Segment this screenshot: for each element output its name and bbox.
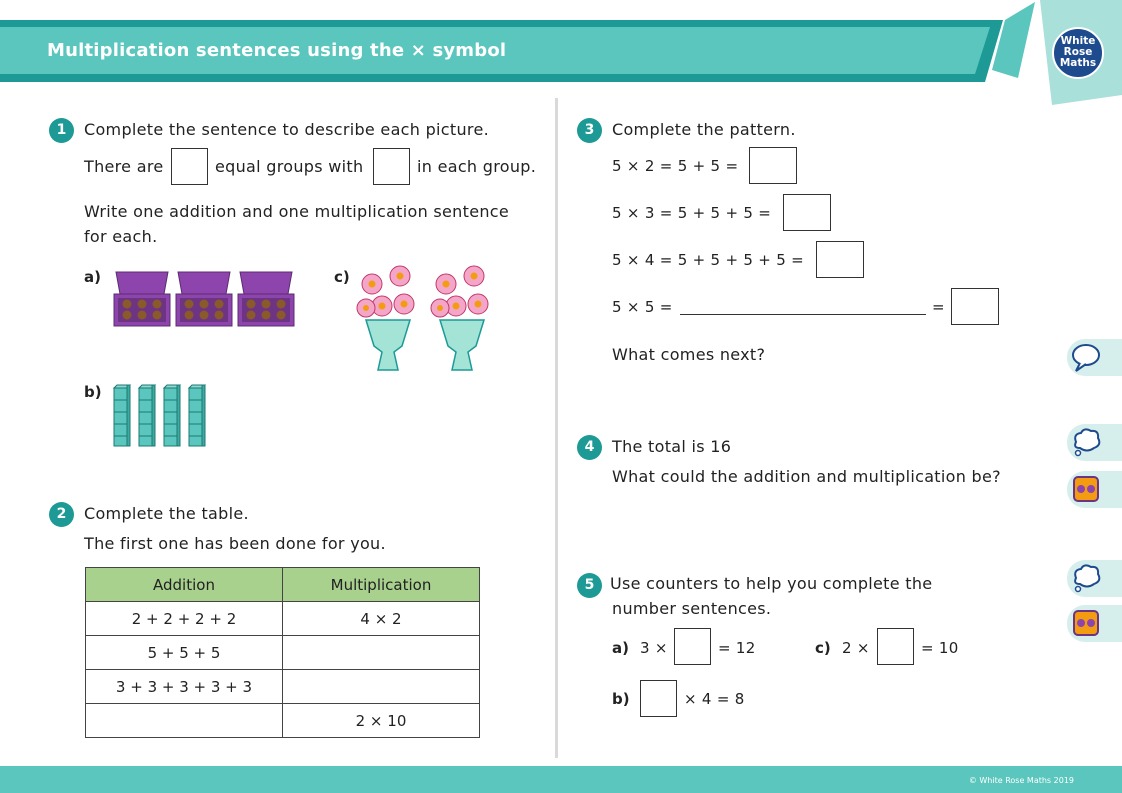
cube-towers-picture: [112, 384, 212, 448]
q5-a-prefix: 3 ×: [640, 639, 668, 657]
q1-write-line: Write one addition and one multiplication sentence: [84, 202, 510, 221]
table-header-addition: Addition: [86, 568, 283, 602]
q3-equals: =: [932, 298, 945, 316]
q5-part-c-label: c): [815, 639, 831, 657]
q3-pattern-line: 5 × 2 = 5 + 5 =: [612, 157, 739, 175]
q1-each-answer-box[interactable]: [373, 148, 410, 185]
table-header-multiplication: Multiplication: [283, 568, 480, 602]
q2-instruction: Complete the table.: [84, 504, 249, 523]
q5-part-b-label: b): [612, 690, 630, 708]
q5-b-answer-box[interactable]: [640, 680, 677, 717]
thought-bubble-icon: [1070, 426, 1104, 460]
dice-manipulative-icon: [1070, 473, 1104, 507]
q3-answer-box[interactable]: [749, 147, 797, 184]
table-cell: 5 + 5 + 5: [86, 636, 283, 670]
q1-part-b-label: b): [84, 383, 102, 401]
question-number-1: 1: [49, 118, 74, 143]
table-cell: 3 + 3 + 3 + 3 + 3: [86, 670, 283, 704]
table-header-row: [86, 568, 480, 602]
q5-c-answer-box[interactable]: [877, 628, 914, 665]
q5-a-answer-box[interactable]: [674, 628, 711, 665]
q5-line-2: number sentences.: [612, 599, 772, 618]
thought-bubble-icon: [1070, 562, 1104, 596]
question-number-3: 3: [577, 118, 602, 143]
copyright-text: © White Rose Maths 2019: [968, 776, 1074, 785]
q5-b-suffix: × 4 = 8: [684, 690, 745, 708]
q3-next-question: What comes next?: [612, 345, 766, 364]
table-cell: 4 × 2: [283, 602, 480, 636]
dice-manipulative-icon: [1070, 607, 1104, 641]
table-answer-cell[interactable]: [283, 670, 480, 704]
table-row: [86, 670, 480, 704]
table-row: [86, 602, 480, 636]
q1-part-a-label: a): [84, 268, 101, 286]
q3-pattern-line: 5 × 3 = 5 + 5 + 5 =: [612, 204, 772, 222]
question-number-2: 2: [49, 502, 74, 527]
table-answer-cell[interactable]: [86, 704, 283, 738]
table-row: [86, 704, 480, 738]
q5-part-a-label: a): [612, 639, 629, 657]
column-divider: [555, 98, 558, 758]
q1-instruction: Complete the sentence to describe each picture.: [84, 120, 489, 139]
table-answer-cell[interactable]: [283, 636, 480, 670]
question-number-5: 5: [577, 573, 602, 598]
q3-instruction: Complete the pattern.: [612, 120, 796, 139]
q5-c-prefix: 2 ×: [842, 639, 870, 657]
q3-pattern-line: 5 × 4 = 5 + 5 + 5 + 5 =: [612, 251, 805, 269]
q1-part-c-label: c): [334, 268, 350, 286]
white-rose-maths-logo: White Rose Maths: [1052, 27, 1104, 79]
egg-boxes-picture: [112, 270, 297, 330]
q1-write-line: for each.: [84, 227, 158, 246]
q5-line-1: Use counters to help you complete the: [610, 574, 933, 593]
q3-answer-box[interactable]: [816, 241, 864, 278]
page-title: Multiplication sentences using the × symbol: [47, 40, 507, 61]
q4-line-2: What could the addition and multiplication be?: [612, 467, 1001, 486]
q5-c-suffix: = 10: [921, 639, 959, 657]
question-number-4: 4: [577, 435, 602, 460]
q1-sentence-part: There are: [84, 157, 164, 176]
q1-sentence-part: equal groups with: [215, 157, 364, 176]
q2-note: The first one has been done for you.: [84, 534, 386, 553]
q5-a-suffix: = 12: [718, 639, 756, 657]
table-cell: 2 + 2 + 2 + 2: [86, 602, 283, 636]
flower-vases-picture: [352, 262, 502, 377]
q3-pattern-line: 5 × 5 =: [612, 298, 673, 316]
q1-groups-answer-box[interactable]: [171, 148, 208, 185]
footer-bar: [0, 766, 1122, 793]
q1-sentence-part: in each group.: [417, 157, 537, 176]
q3-write-line[interactable]: [680, 314, 926, 315]
q4-line-1: The total is 16: [612, 437, 732, 456]
addition-multiplication-table: [85, 567, 480, 738]
speech-bubble-icon: [1070, 341, 1104, 375]
table-cell: 2 × 10: [283, 704, 480, 738]
q3-answer-box[interactable]: [783, 194, 831, 231]
table-row: [86, 636, 480, 670]
q3-answer-box[interactable]: [951, 288, 999, 325]
